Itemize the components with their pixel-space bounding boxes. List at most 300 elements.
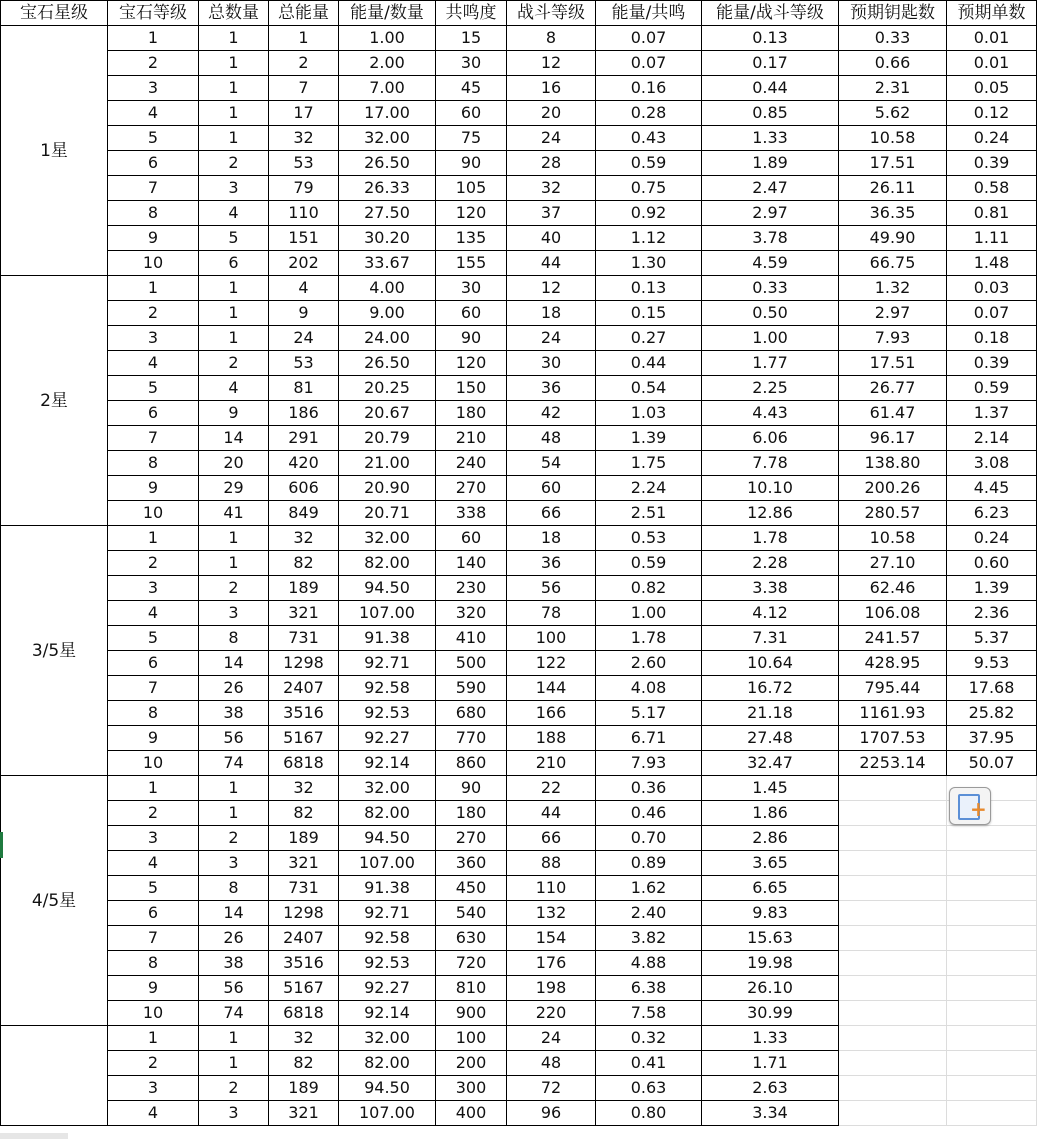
data-cell[interactable]: 88: [507, 851, 596, 876]
data-cell[interactable]: 220: [507, 1001, 596, 1026]
data-cell[interactable]: 2: [269, 51, 339, 76]
data-cell[interactable]: 1: [199, 1026, 269, 1051]
data-cell[interactable]: 14: [199, 651, 269, 676]
empty-cell[interactable]: [839, 901, 947, 926]
data-cell[interactable]: 32.47: [702, 751, 839, 776]
data-cell[interactable]: 92.27: [339, 726, 436, 751]
data-cell[interactable]: 38: [199, 951, 269, 976]
data-cell[interactable]: 30.20: [339, 226, 436, 251]
data-cell[interactable]: 0.03: [947, 276, 1037, 301]
empty-cell[interactable]: [947, 951, 1037, 976]
data-cell[interactable]: 270: [436, 476, 507, 501]
data-cell[interactable]: 198: [507, 976, 596, 1001]
data-cell[interactable]: 92.71: [339, 901, 436, 926]
data-cell[interactable]: 7.00: [339, 76, 436, 101]
data-cell[interactable]: 241.57: [839, 626, 947, 651]
data-cell[interactable]: 19.98: [702, 951, 839, 976]
data-cell[interactable]: 92.58: [339, 676, 436, 701]
data-cell[interactable]: 26: [199, 676, 269, 701]
data-cell[interactable]: 150: [436, 376, 507, 401]
data-cell[interactable]: 17.68: [947, 676, 1037, 701]
data-cell[interactable]: 5.37: [947, 626, 1037, 651]
data-cell[interactable]: 9.00: [339, 301, 436, 326]
data-cell[interactable]: 82: [269, 1051, 339, 1076]
data-cell[interactable]: 731: [269, 626, 339, 651]
data-cell[interactable]: 0.59: [596, 551, 702, 576]
data-cell[interactable]: 1: [108, 26, 199, 51]
data-cell[interactable]: 82: [269, 801, 339, 826]
data-cell[interactable]: 26.50: [339, 351, 436, 376]
data-cell[interactable]: 27.48: [702, 726, 839, 751]
empty-cell[interactable]: [839, 1076, 947, 1101]
data-cell[interactable]: 3.65: [702, 851, 839, 876]
data-cell[interactable]: 2: [199, 151, 269, 176]
data-cell[interactable]: 1298: [269, 651, 339, 676]
empty-cell[interactable]: [839, 801, 947, 826]
data-cell[interactable]: 3516: [269, 701, 339, 726]
data-cell[interactable]: 120: [436, 201, 507, 226]
data-cell[interactable]: 0.07: [596, 26, 702, 51]
data-cell[interactable]: 7.78: [702, 451, 839, 476]
data-cell[interactable]: 1.33: [702, 126, 839, 151]
data-cell[interactable]: 20.79: [339, 426, 436, 451]
data-cell[interactable]: 38: [199, 701, 269, 726]
data-cell[interactable]: 731: [269, 876, 339, 901]
empty-cell[interactable]: [947, 1001, 1037, 1026]
data-cell[interactable]: 24: [507, 1026, 596, 1051]
data-cell[interactable]: 2.97: [839, 301, 947, 326]
data-cell[interactable]: 3.82: [596, 926, 702, 951]
data-cell[interactable]: 202: [269, 251, 339, 276]
data-cell[interactable]: 72: [507, 1076, 596, 1101]
data-cell[interactable]: 3: [199, 601, 269, 626]
data-cell[interactable]: 1: [199, 801, 269, 826]
data-cell[interactable]: 1: [199, 551, 269, 576]
data-cell[interactable]: 62.46: [839, 576, 947, 601]
data-cell[interactable]: 42: [507, 401, 596, 426]
data-cell[interactable]: 5: [108, 126, 199, 151]
star-level-cell[interactable]: 4/5星: [1, 776, 108, 1026]
data-cell[interactable]: 3.38: [702, 576, 839, 601]
data-cell[interactable]: 33.67: [339, 251, 436, 276]
data-cell[interactable]: 360: [436, 851, 507, 876]
data-cell[interactable]: 20.25: [339, 376, 436, 401]
data-cell[interactable]: 291: [269, 426, 339, 451]
data-cell[interactable]: 16.72: [702, 676, 839, 701]
data-cell[interactable]: 45: [436, 76, 507, 101]
data-cell[interactable]: 4: [199, 376, 269, 401]
data-cell[interactable]: 7.58: [596, 1001, 702, 1026]
header-cell[interactable]: 战斗等级: [507, 1, 596, 26]
data-cell[interactable]: 6.65: [702, 876, 839, 901]
data-cell[interactable]: 27.50: [339, 201, 436, 226]
header-cell[interactable]: 宝石星级: [1, 1, 108, 26]
data-cell[interactable]: 4: [108, 101, 199, 126]
data-cell[interactable]: 82: [269, 551, 339, 576]
data-cell[interactable]: 2.28: [702, 551, 839, 576]
data-cell[interactable]: 2.97: [702, 201, 839, 226]
data-cell[interactable]: 1.75: [596, 451, 702, 476]
data-cell[interactable]: 94.50: [339, 1076, 436, 1101]
data-cell[interactable]: 6: [108, 901, 199, 926]
data-cell[interactable]: 107.00: [339, 1101, 436, 1126]
data-cell[interactable]: 1.30: [596, 251, 702, 276]
data-cell[interactable]: 4.59: [702, 251, 839, 276]
data-cell[interactable]: 200.26: [839, 476, 947, 501]
data-cell[interactable]: 0.63: [596, 1076, 702, 1101]
data-cell[interactable]: 3: [108, 826, 199, 851]
empty-cell[interactable]: [839, 976, 947, 1001]
data-cell[interactable]: 0.43: [596, 126, 702, 151]
data-cell[interactable]: 540: [436, 901, 507, 926]
data-cell[interactable]: 300: [436, 1076, 507, 1101]
data-cell[interactable]: 81: [269, 376, 339, 401]
data-cell[interactable]: 8: [507, 26, 596, 51]
data-cell[interactable]: 189: [269, 1076, 339, 1101]
data-cell[interactable]: 74: [199, 751, 269, 776]
data-cell[interactable]: 1.03: [596, 401, 702, 426]
data-cell[interactable]: 91.38: [339, 626, 436, 651]
data-cell[interactable]: 66: [507, 501, 596, 526]
data-cell[interactable]: 60: [436, 526, 507, 551]
data-cell[interactable]: 106.08: [839, 601, 947, 626]
data-cell[interactable]: 0.13: [702, 26, 839, 51]
data-cell[interactable]: 0.27: [596, 326, 702, 351]
data-cell[interactable]: 40: [507, 226, 596, 251]
data-cell[interactable]: 92.14: [339, 1001, 436, 1026]
data-cell[interactable]: 135: [436, 226, 507, 251]
data-cell[interactable]: 3516: [269, 951, 339, 976]
data-cell[interactable]: 3: [108, 76, 199, 101]
data-cell[interactable]: 92.53: [339, 951, 436, 976]
data-cell[interactable]: 20: [199, 451, 269, 476]
data-cell[interactable]: 321: [269, 601, 339, 626]
data-cell[interactable]: 49.90: [839, 226, 947, 251]
data-cell[interactable]: 4.12: [702, 601, 839, 626]
empty-cell[interactable]: [947, 901, 1037, 926]
data-cell[interactable]: 0.66: [839, 51, 947, 76]
header-cell[interactable]: 总数量: [199, 1, 269, 26]
star-level-cell[interactable]: [1, 1026, 108, 1126]
data-cell[interactable]: 26.10: [702, 976, 839, 1001]
data-cell[interactable]: 3: [199, 176, 269, 201]
data-cell[interactable]: 2: [108, 551, 199, 576]
data-cell[interactable]: 2.47: [702, 176, 839, 201]
data-cell[interactable]: 428.95: [839, 651, 947, 676]
data-cell[interactable]: 18: [507, 301, 596, 326]
data-cell[interactable]: 132: [507, 901, 596, 926]
data-cell[interactable]: 2.24: [596, 476, 702, 501]
data-cell[interactable]: 48: [507, 426, 596, 451]
data-cell[interactable]: 8: [108, 451, 199, 476]
data-cell[interactable]: 94.50: [339, 576, 436, 601]
data-cell[interactable]: 0.32: [596, 1026, 702, 1051]
empty-cell[interactable]: [839, 1101, 947, 1126]
data-cell[interactable]: 4.43: [702, 401, 839, 426]
data-cell[interactable]: 9: [108, 226, 199, 251]
data-cell[interactable]: 20: [507, 101, 596, 126]
data-cell[interactable]: 32: [269, 776, 339, 801]
data-cell[interactable]: 450: [436, 876, 507, 901]
data-cell[interactable]: 94.50: [339, 826, 436, 851]
data-cell[interactable]: 44: [507, 251, 596, 276]
data-cell[interactable]: 30.99: [702, 1001, 839, 1026]
data-cell[interactable]: 60: [436, 301, 507, 326]
data-cell[interactable]: 32.00: [339, 776, 436, 801]
data-cell[interactable]: 29: [199, 476, 269, 501]
data-cell[interactable]: 4.00: [339, 276, 436, 301]
data-cell[interactable]: 9.83: [702, 901, 839, 926]
data-cell[interactable]: 2.00: [339, 51, 436, 76]
data-cell[interactable]: 1: [108, 276, 199, 301]
data-cell[interactable]: 5167: [269, 976, 339, 1001]
star-level-cell[interactable]: 1星: [1, 26, 108, 276]
data-cell[interactable]: 9: [108, 726, 199, 751]
data-cell[interactable]: 1: [199, 776, 269, 801]
star-level-cell[interactable]: 2星: [1, 276, 108, 526]
data-cell[interactable]: 8: [199, 626, 269, 651]
data-cell[interactable]: 270: [436, 826, 507, 851]
data-cell[interactable]: 0.18: [947, 326, 1037, 351]
data-cell[interactable]: 188: [507, 726, 596, 751]
empty-cell[interactable]: [947, 826, 1037, 851]
data-cell[interactable]: 4.08: [596, 676, 702, 701]
data-cell[interactable]: 400: [436, 1101, 507, 1126]
data-cell[interactable]: 12: [507, 51, 596, 76]
data-cell[interactable]: 26.77: [839, 376, 947, 401]
data-cell[interactable]: 0.54: [596, 376, 702, 401]
data-cell[interactable]: 0.39: [947, 351, 1037, 376]
data-cell[interactable]: 0.44: [702, 76, 839, 101]
data-cell[interactable]: 56: [507, 576, 596, 601]
empty-cell[interactable]: [839, 826, 947, 851]
data-cell[interactable]: 1: [199, 1051, 269, 1076]
data-cell[interactable]: 176: [507, 951, 596, 976]
data-cell[interactable]: 32: [507, 176, 596, 201]
data-cell[interactable]: 92.71: [339, 651, 436, 676]
data-cell[interactable]: 606: [269, 476, 339, 501]
data-cell[interactable]: 32: [269, 526, 339, 551]
data-cell[interactable]: 0.36: [596, 776, 702, 801]
data-cell[interactable]: 82.00: [339, 551, 436, 576]
data-cell[interactable]: 410: [436, 626, 507, 651]
data-cell[interactable]: 1.78: [702, 526, 839, 551]
data-cell[interactable]: 26.33: [339, 176, 436, 201]
data-cell[interactable]: 122: [507, 651, 596, 676]
data-cell[interactable]: 1: [199, 301, 269, 326]
data-cell[interactable]: 0.33: [702, 276, 839, 301]
data-cell[interactable]: 151: [269, 226, 339, 251]
data-cell[interactable]: 28: [507, 151, 596, 176]
data-cell[interactable]: 2.31: [839, 76, 947, 101]
data-cell[interactable]: 90: [436, 151, 507, 176]
data-cell[interactable]: 0.01: [947, 26, 1037, 51]
empty-cell[interactable]: [839, 926, 947, 951]
data-cell[interactable]: 154: [507, 926, 596, 951]
empty-cell[interactable]: [947, 876, 1037, 901]
data-cell[interactable]: 3.78: [702, 226, 839, 251]
data-cell[interactable]: 66: [507, 826, 596, 851]
data-cell[interactable]: 17: [269, 101, 339, 126]
data-cell[interactable]: 1.37: [947, 401, 1037, 426]
empty-cell[interactable]: [947, 1076, 1037, 1101]
data-cell[interactable]: 321: [269, 851, 339, 876]
data-cell[interactable]: 590: [436, 676, 507, 701]
data-cell[interactable]: 1298: [269, 901, 339, 926]
data-cell[interactable]: 210: [507, 751, 596, 776]
data-cell[interactable]: 1: [199, 26, 269, 51]
data-cell[interactable]: 1707.53: [839, 726, 947, 751]
data-cell[interactable]: 2: [108, 51, 199, 76]
data-cell[interactable]: 0.44: [596, 351, 702, 376]
data-cell[interactable]: 53: [269, 151, 339, 176]
data-cell[interactable]: 10.10: [702, 476, 839, 501]
data-cell[interactable]: 0.07: [596, 51, 702, 76]
data-cell[interactable]: 2253.14: [839, 751, 947, 776]
data-cell[interactable]: 105: [436, 176, 507, 201]
empty-cell[interactable]: [839, 1001, 947, 1026]
data-cell[interactable]: 0.59: [947, 376, 1037, 401]
data-cell[interactable]: 0.75: [596, 176, 702, 201]
data-cell[interactable]: 2407: [269, 676, 339, 701]
data-cell[interactable]: 15: [436, 26, 507, 51]
data-cell[interactable]: 44: [507, 801, 596, 826]
data-cell[interactable]: 2.40: [596, 901, 702, 926]
data-cell[interactable]: 1.45: [702, 776, 839, 801]
empty-cell[interactable]: [947, 926, 1037, 951]
data-cell[interactable]: 74: [199, 1001, 269, 1026]
data-cell[interactable]: 20.71: [339, 501, 436, 526]
data-cell[interactable]: 155: [436, 251, 507, 276]
data-cell[interactable]: 166: [507, 701, 596, 726]
data-cell[interactable]: 3.08: [947, 451, 1037, 476]
header-cell[interactable]: 共鸣度: [436, 1, 507, 26]
data-cell[interactable]: 82.00: [339, 1051, 436, 1076]
data-cell[interactable]: 100: [436, 1026, 507, 1051]
data-cell[interactable]: 61.47: [839, 401, 947, 426]
data-cell[interactable]: 4.45: [947, 476, 1037, 501]
data-cell[interactable]: 8: [199, 876, 269, 901]
data-cell[interactable]: 26.50: [339, 151, 436, 176]
data-cell[interactable]: 5: [108, 376, 199, 401]
data-cell[interactable]: 2.36: [947, 601, 1037, 626]
data-cell[interactable]: 900: [436, 1001, 507, 1026]
data-cell[interactable]: 0.70: [596, 826, 702, 851]
data-cell[interactable]: 10.58: [839, 126, 947, 151]
data-cell[interactable]: 15.63: [702, 926, 839, 951]
data-cell[interactable]: 6: [108, 151, 199, 176]
data-cell[interactable]: 860: [436, 751, 507, 776]
data-cell[interactable]: 0.12: [947, 101, 1037, 126]
data-cell[interactable]: 92.58: [339, 926, 436, 951]
data-cell[interactable]: 3.34: [702, 1101, 839, 1126]
data-cell[interactable]: 36.35: [839, 201, 947, 226]
data-cell[interactable]: 7.93: [839, 326, 947, 351]
data-cell[interactable]: 3: [108, 576, 199, 601]
data-cell[interactable]: 321: [269, 1101, 339, 1126]
data-cell[interactable]: 2.86: [702, 826, 839, 851]
data-cell[interactable]: 37.95: [947, 726, 1037, 751]
data-cell[interactable]: 56: [199, 976, 269, 1001]
data-cell[interactable]: 90: [436, 326, 507, 351]
data-cell[interactable]: 10.58: [839, 526, 947, 551]
header-cell[interactable]: 预期钥匙数: [839, 1, 947, 26]
data-cell[interactable]: 180: [436, 801, 507, 826]
data-cell[interactable]: 1.12: [596, 226, 702, 251]
data-cell[interactable]: 1.39: [947, 576, 1037, 601]
data-cell[interactable]: 32.00: [339, 526, 436, 551]
data-cell[interactable]: 1: [108, 1026, 199, 1051]
data-cell[interactable]: 36: [507, 551, 596, 576]
data-cell[interactable]: 30: [436, 51, 507, 76]
data-cell[interactable]: 240: [436, 451, 507, 476]
data-cell[interactable]: 320: [436, 601, 507, 626]
data-cell[interactable]: 37: [507, 201, 596, 226]
data-cell[interactable]: 138.80: [839, 451, 947, 476]
data-cell[interactable]: 4: [108, 601, 199, 626]
data-cell[interactable]: 24.00: [339, 326, 436, 351]
data-cell[interactable]: 9: [199, 401, 269, 426]
data-cell[interactable]: 1.48: [947, 251, 1037, 276]
empty-cell[interactable]: [839, 851, 947, 876]
data-cell[interactable]: 1: [199, 276, 269, 301]
data-cell[interactable]: 5.17: [596, 701, 702, 726]
data-cell[interactable]: 16: [507, 76, 596, 101]
data-cell[interactable]: 1.71: [702, 1051, 839, 1076]
data-cell[interactable]: 30: [507, 351, 596, 376]
data-cell[interactable]: 6: [108, 401, 199, 426]
data-cell[interactable]: 1.86: [702, 801, 839, 826]
data-cell[interactable]: 0.92: [596, 201, 702, 226]
data-cell[interactable]: 5: [108, 626, 199, 651]
data-cell[interactable]: 2: [108, 1051, 199, 1076]
data-cell[interactable]: 4: [199, 201, 269, 226]
data-cell[interactable]: 0.85: [702, 101, 839, 126]
data-cell[interactable]: 79: [269, 176, 339, 201]
data-cell[interactable]: 41: [199, 501, 269, 526]
data-cell[interactable]: 90: [436, 776, 507, 801]
data-cell[interactable]: 26: [199, 926, 269, 951]
data-cell[interactable]: 0.53: [596, 526, 702, 551]
data-cell[interactable]: 1: [108, 526, 199, 551]
data-cell[interactable]: 8: [108, 951, 199, 976]
data-cell[interactable]: 3: [199, 851, 269, 876]
data-cell[interactable]: 27.10: [839, 551, 947, 576]
data-cell[interactable]: 32.00: [339, 126, 436, 151]
data-cell[interactable]: 2.25: [702, 376, 839, 401]
data-cell[interactable]: 10: [108, 501, 199, 526]
data-cell[interactable]: 4: [108, 351, 199, 376]
data-cell[interactable]: 7.93: [596, 751, 702, 776]
data-cell[interactable]: 60: [507, 476, 596, 501]
paste-options-button[interactable]: [949, 787, 991, 825]
data-cell[interactable]: 17.00: [339, 101, 436, 126]
data-cell[interactable]: 1.00: [702, 326, 839, 351]
data-cell[interactable]: 189: [269, 576, 339, 601]
data-cell[interactable]: 7: [108, 676, 199, 701]
data-cell[interactable]: 66.75: [839, 251, 947, 276]
data-cell[interactable]: 100: [507, 626, 596, 651]
data-cell[interactable]: 0.05: [947, 76, 1037, 101]
data-cell[interactable]: 1.32: [839, 276, 947, 301]
data-cell[interactable]: 96.17: [839, 426, 947, 451]
data-cell[interactable]: 1.77: [702, 351, 839, 376]
data-cell[interactable]: 0.89: [596, 851, 702, 876]
data-cell[interactable]: 7: [108, 176, 199, 201]
data-cell[interactable]: 120: [436, 351, 507, 376]
data-cell[interactable]: 17.51: [839, 351, 947, 376]
data-cell[interactable]: 1: [199, 101, 269, 126]
